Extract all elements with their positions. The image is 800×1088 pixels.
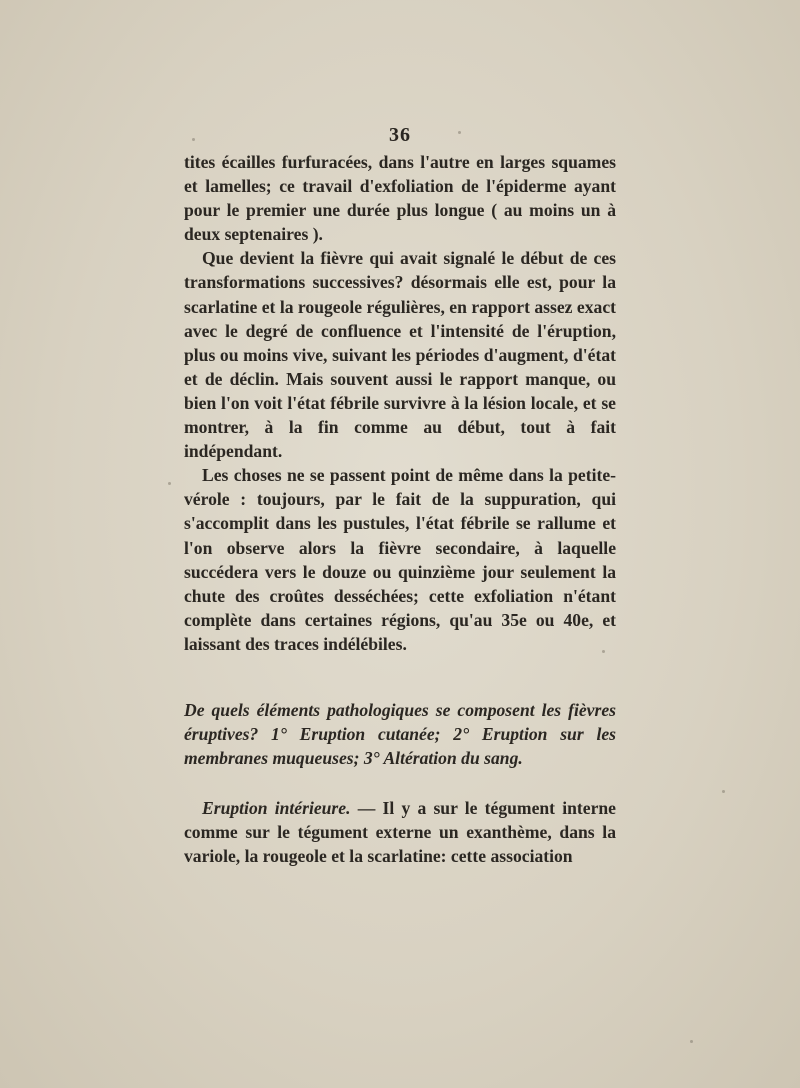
paragraph: Les choses ne se passent point de même dans la petite-vérole : toujours, par le fait de la suppuration, qui s'accomplit dans les pustules, l'état fébrile se rallume et l'on observe alors la fièvre secondaire, à laquelle succédera vers le douze ou quinzième jour seulement la chute des croûtes desséchées; cette exfoliation n'étant complète dans certaines régions, qu'au 35e ou 40e, et laissant des traces indélébiles. bbox=[184, 465, 616, 654]
paper-speck bbox=[722, 790, 725, 793]
section-dash: — bbox=[350, 798, 383, 818]
paper-speck bbox=[690, 1040, 693, 1043]
body-text bbox=[184, 150, 616, 656]
question-text: De quels éléments pathologiques se composent les fièvres éruptives? 1° Eruption cutanée; 2° Eruption sur les membranes muqueuses; 3° Altération du sang. bbox=[184, 700, 616, 769]
section-text: Il y a sur le tégument interne comme sur le tégument externe un exanthème, dans la variole, la rougeole et la scarlatine: cette association bbox=[184, 798, 616, 867]
paper-speck bbox=[168, 482, 171, 485]
section-question bbox=[184, 698, 616, 770]
paragraph: tites écailles furfuracées, dans l'autre en larges squames et lamelles; ce travail d'exfoliation de l'épiderme ayant pour le premier une durée plus longue ( au moins un à deux septenaires ). bbox=[184, 152, 616, 245]
section-heading: Eruption intérieure. bbox=[202, 798, 351, 818]
paragraph bbox=[184, 796, 616, 868]
paragraph: Que devient la fièvre qui avait signalé le début de ces transformations successives? désormais elle est, pour la scarlatine et la rougeole régulières, en rapport assez exact avec le degré de confluence et l'intensité de l'éruption, plus ou moins vive, suivant les périodes d'augment, d'état et de déclin. Mais souvent aussi le rapport manque, ou bien l'on voit l'état fébrile survivre à la lésion locale, et se montrer, à la fin comme au début, tout à fait indépendant. bbox=[184, 248, 616, 462]
section-body bbox=[184, 796, 616, 868]
page-number: 36 bbox=[389, 124, 411, 146]
